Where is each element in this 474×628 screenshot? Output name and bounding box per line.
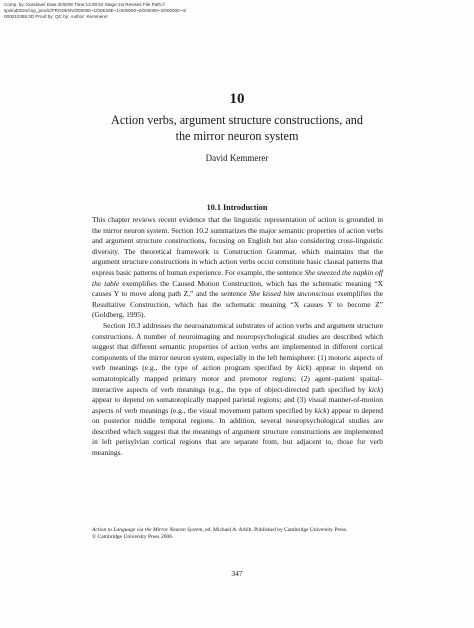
text-run: ) appear to depend on somatotopically mapped primary motor and premotor regions; (2) agent–patient spatial–interactive aspects of verb meanings (e.g., the type of object-directed path specified by [92,363,383,394]
example-sentence: She sneezed the napkin off the table [92,267,383,288]
section-heading: 10.1 Introduction [206,203,268,212]
metadata-line: Comp. by: Kandavel Date:30/5/06 Time:13:28:54 Stage:1st Revises File Path:// [4,2,165,7]
paragraph [92,321,383,459]
text-run: ) appear to depend on posterior middle temporal regions. In addition, several neuropsychological studies are described which suggest that the meanings of argument structure constructions are implemented in left perisylvian cortical regions that are separate from, but adjacent to, those for verb meanings. [92,405,383,458]
source-footnote [92,527,392,541]
chapter-title-line: Action verbs, argument structure constructions, and [111,113,363,127]
chapter-number: 10 [229,91,245,107]
footnote-text: , ed. Michael A. Arbib. Published by Cambridge University Press. [202,527,348,533]
text-run: This chapter reviews recent evidence that the linguistic representation of action is grounded in the mirror neuron system. Section 10.2 summarizes the major semantic properties of action verbs and argument structure constructions, focusing on English but also considering cross-linguistic diversity. The theoretical framework is Construction Grammar, which maintains that the argument structure constructions in which action verbs occur constitute basic clausal patterns that express basic patterns of human experience. For example, the sentence [92,215,383,277]
chapter-title [0,112,474,144]
metadata-line: spsind002s/cup_prod1/PRODENV/000000~1/00E26E~1/S00000~2/000000~2/000000~4/ [4,8,187,13]
metadata-line: 000010359.3D Proof by: QC by: Author: Kemmerer [4,14,108,19]
copyright-line: © Cambridge University Press 2006. [92,534,174,540]
example-verb: kick [368,384,381,394]
footnote-line [92,527,392,534]
chapter-body [92,215,383,459]
page-number: 347 [231,569,243,578]
book-title: Action to Language via the Mirror Neuron System [92,527,203,533]
text-run: exemplifies the Caused Motion Construction, which has the schematic meaning “X causes Y to move along path Z,” and the sentence [92,278,383,299]
paragraph [92,215,383,321]
production-metadata [4,2,384,20]
author-name: David Kemmerer [205,153,269,163]
text-run: exemplifies the Resultative Construction, which has the schematic meaning “X causes Y to become Z” (Goldberg, 1995). [92,289,383,320]
example-sentence: She kissed him unconscious [249,289,334,299]
example-verb: kick [297,363,309,373]
chapter-title-line: the mirror neuron system [175,129,299,143]
example-verb: kick [314,405,327,415]
text-run: ) appear to depend on somatotopically mapped parietal regions; and (3) visual manner-of-motion aspects of verb meanings (e.g., the visual movement pattern specified by [92,384,383,415]
text-run: Section 10.3 addresses the neuroanatomical substrates of action verbs and argument structure constructions. A number of neuroimaging and neuropsychological studies are described which suggest that different semantic properties of action verbs are implemented in different cortical components of the mirror neuron system, especially in the left hemisphere: (1) motoric aspects of verb meanings (e.g., the type of action program specified by [92,320,383,373]
